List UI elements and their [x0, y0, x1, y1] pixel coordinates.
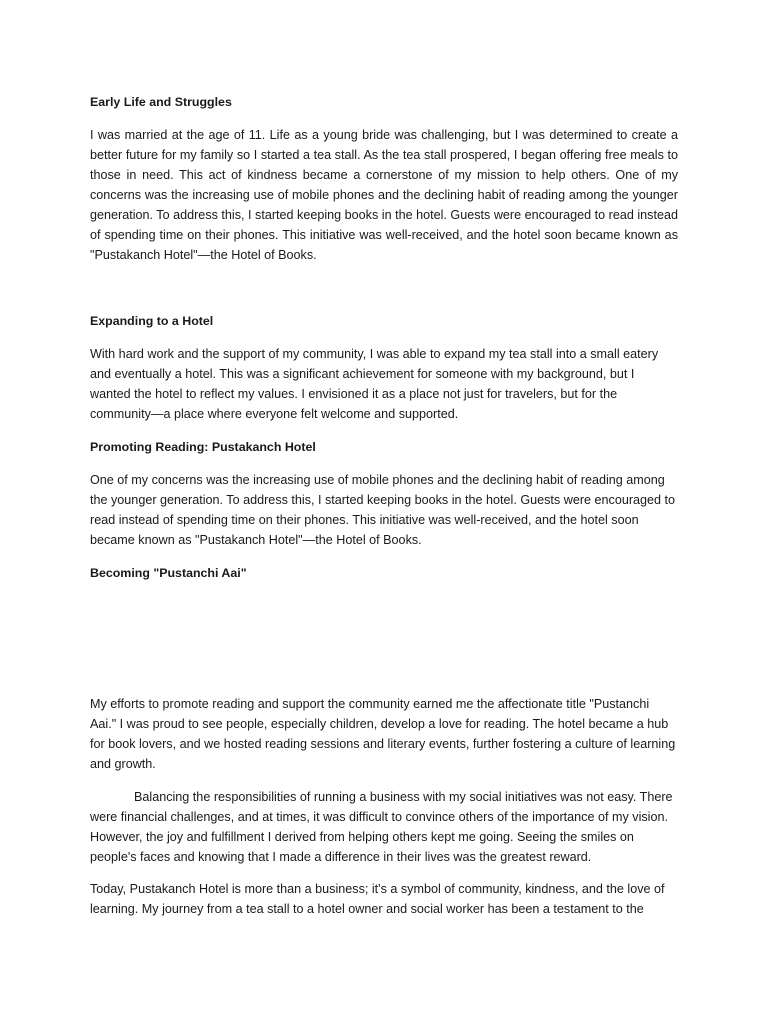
paragraph-balancing: Balancing the responsibilities of running a business with my social initiatives was not easy. There were financial challenges, and at times, it was difficult to convince others of the importance of my vision. However, the joy and fulfillment I derived from helping others kept me going. Seeing the smiles on people's faces and knowing that I made a difference in their lives was the greatest reward. [90, 790, 673, 864]
heading-becoming-pustanchi-aai: Becoming "Pustanchi Aai" [90, 566, 247, 580]
heading-promoting-reading: Promoting Reading: Pustakanch Hotel [90, 440, 316, 454]
document-page [90, 0, 678, 1024]
heading-expanding-hotel: Expanding to a Hotel [90, 314, 214, 328]
paragraph-early-life: I was married at the age of 11. Life as a young bride was challenging, but I was determined to create a better future for my family so I started a tea stall. As the tea stall prospered, I began offering free meals to those in need. This act of kindness became a cornerstone of my mission to help others. One of my concerns was the increasing use of mobile phones and the declining habit of reading among the younger generation. To address this, I started keeping books in the hotel. Guests were encouraged to read instead of spending time on their phones. This initiative was well-received, and the hotel soon became known as "Pustakanch Hotel"—the Hotel of Books. [90, 128, 678, 262]
heading-early-life: Early Life and Struggles [90, 95, 232, 109]
paragraph-expanding-hotel: With hard work and the support of my community, I was able to expand my tea stall into a small eatery and eventually a hotel. This was a significant achievement for someone with my background, but I wanted the hotel to reflect my values. I envisioned it as a place not just for travelers, but for the community—a place where everyone felt welcome and supported. [90, 347, 659, 421]
paragraph-today: Today, Pustakanch Hotel is more than a business; it's a symbol of community, kindness, and the love of learning. My journey from a tea stall to a hotel owner and social worker has been a testament to the [90, 882, 665, 916]
paragraph-pustanchi-aai: My efforts to promote reading and support the community earned me the affectionate title "Pustanchi Aai." I was proud to see people, especially children, develop a love for reading. The hotel became a hub for book lovers, and we hosted reading sessions and literary events, further fostering a culture of learning and growth. [90, 697, 676, 771]
paragraph-promoting-reading: One of my concerns was the increasing use of mobile phones and the declining habit of reading among the younger generation. To address this, I started keeping books in the hotel. Guests were encouraged to read instead of spending time on their phones. This initiative was well-received, and the hotel soon became known as "Pustakanch Hotel"—the Hotel of Books. [90, 473, 676, 547]
